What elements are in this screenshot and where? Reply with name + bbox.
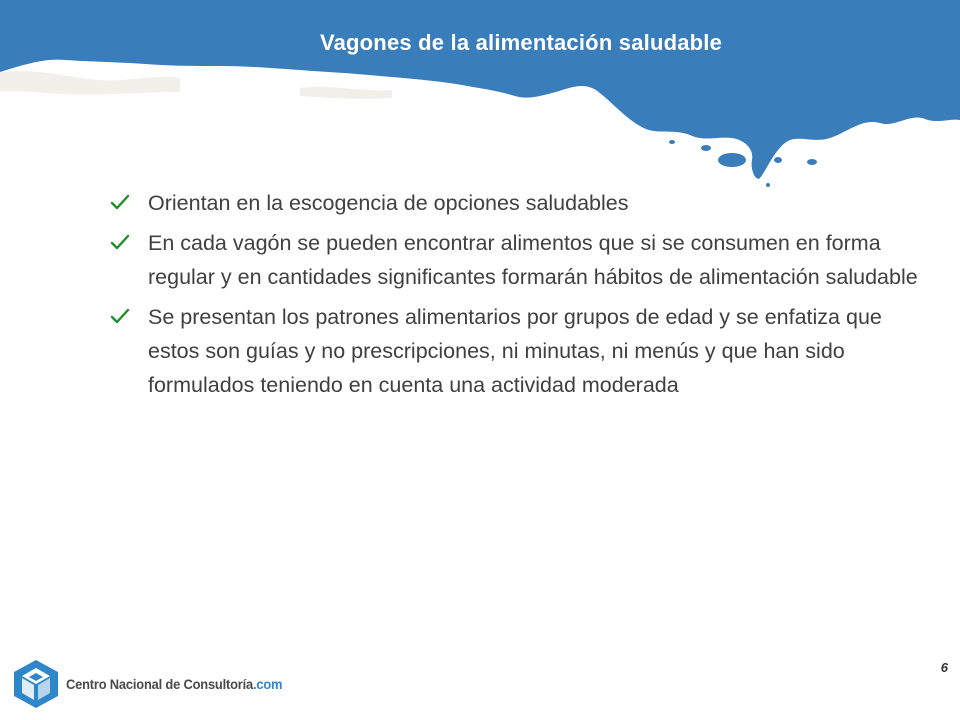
bullet-item: [108, 226, 928, 294]
bullet-item: [108, 186, 928, 220]
bullet-list: [108, 186, 928, 408]
bullet-text: Orientan en la escogencia de opciones saludables: [148, 191, 629, 215]
footer-brand: [12, 656, 301, 712]
slide-title: Vagones de la alimentación saludable: [319, 30, 723, 55]
header-paint-splash: [0, 0, 960, 190]
check-icon: [110, 308, 130, 326]
bullet-text: En cada vagón se pueden encontrar alimentos que si se consumen en forma regular y en cantidades significantes formarán hábitos de alimentación saludable: [148, 231, 918, 289]
brand-main: Centro Nacional de Consultoría: [66, 676, 253, 692]
bullet-text: Se presentan los patrones alimentarios por grupos de edad y se enfatiza que estos son guías y no prescripciones, ni minutas, ni menús y que han sido formulados teniendo en cuenta una actividad moderada: [148, 305, 882, 397]
check-icon: [110, 234, 130, 252]
brand-name: [66, 676, 282, 692]
bullet-item: [108, 300, 928, 402]
cnc-logo-icon: [12, 658, 60, 710]
page-number: 6: [940, 660, 948, 675]
check-icon: [110, 194, 130, 212]
brand-suffix: .com: [252, 676, 283, 692]
